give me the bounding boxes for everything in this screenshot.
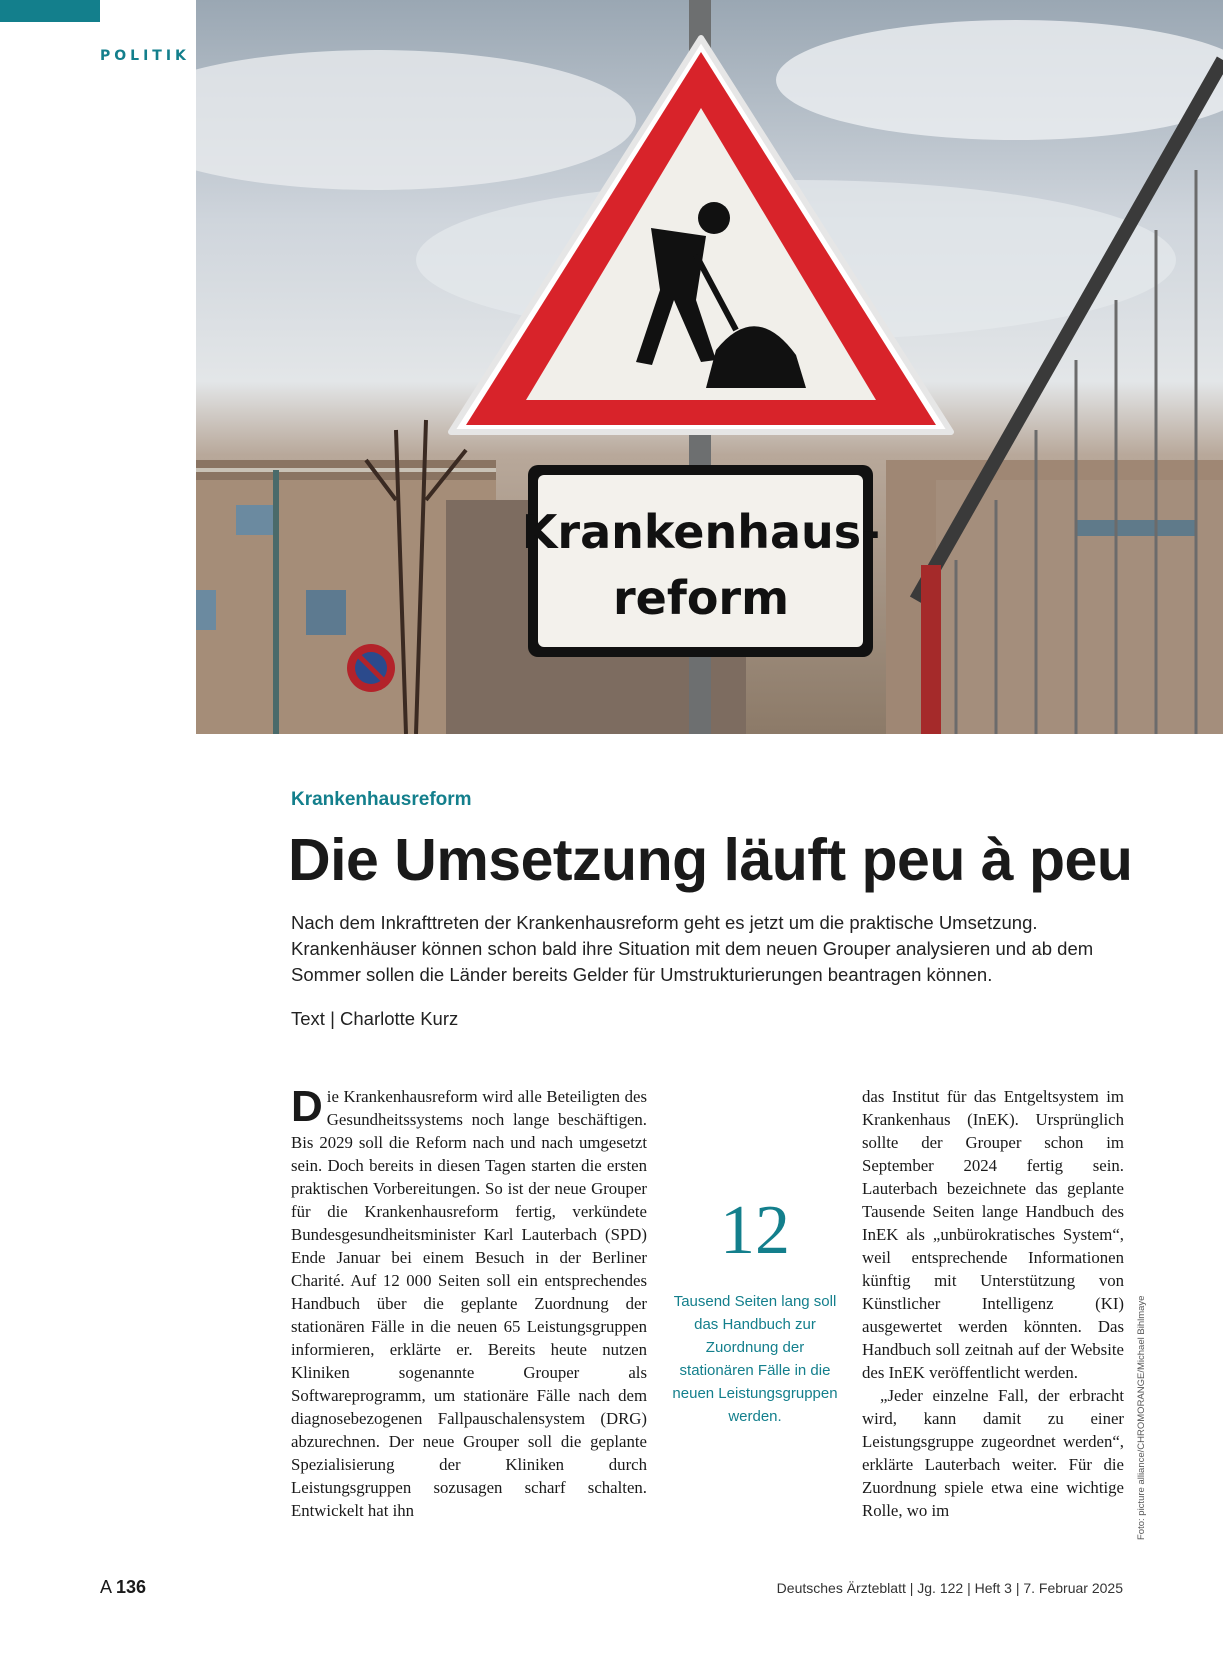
article-lead: Nach dem Inkrafttreten der Krankenhausreform geht es jetzt um die praktische Umsetzung. Krankenhäuser können schon bald ihre Situation mit dem neuen Grouper analysieren und ab dem Sommer sollen die Länder bereits Gelder für Umstrukturierungen beantragen können. [291,912,1094,985]
roadwork-sign-illustration [196,0,1223,734]
publication-info: Deutsches Ärzteblatt | Jg. 122 | Heft 3 | 7. Februar 2025 [776,1580,1123,1596]
article-kicker: Krankenhausreform [291,789,472,810]
article-column-right [862,1085,1124,1522]
page-number: 136 [116,1577,147,1597]
body-paragraph: das Institut für das Entgeltsystem im Krankenhaus (InEK). Ursprünglich sollte der Grouper schon im September 2024 fertig sein. Lauterbach bezeichnete das geplante Tausende Seiten lange Handbuch des InEK als „unbürokratisches System“, weil entsprechende Informationen künftig mit Unterstützung von Künstlicher Intelligenz (KI) ausgewertet werden könnten. Das Handbuch soll zeitnah auf der Website des InEK veröffentlicht werden. [862,1087,1124,1382]
body-paragraph: ie Krankenhausreform wird alle Beteiligten des Gesundheitssystems noch lange beschäftigen. Bis 2029 soll die Reform nach und nach umgesetzt sein. Doch bereits in diesen Tagen starten die ersten praktischen Vorbereitungen. So ist der neue Grouper für die Krankenhausreform fertig, verkündete Bundesgesundheitsminister Karl Lauterbach (SPD) Ende Januar bei einem Besuch in der Berliner Charité. Auf 12 000 Seiten soll ein entsprechendes Handbuch über die geplante Zuordnung der stationären Fälle in die neuen 65 Leistungsgruppen informieren, erklärte er. Bereits heute nutzen Kliniken sogenannte Grouper als Softwareprogramm, um stationäre Fälle nach dem diagnosebezogenen Fallpauschalensystem (DRG) abzurechnen. Der neue Grouper soll die geplante Spezialisierung der Kliniken durch Leistungsgruppen sozusagen scharf schalten. Entwickelt hat ihn [291,1087,647,1520]
article-headline: Die Umsetzung läuft peu à peu [288,827,1133,893]
section-label: POLITIK [100,48,190,64]
drop-cap: D [291,1082,323,1131]
photo-credit: Foto: picture alliance/CHROMORANGE/Michael Bihlmaye [1136,1295,1147,1540]
stat-caption: Tausend Seiten lang soll das Handbuch zur Zuordnung der stationären Fälle in die neuen Leistungsgruppen werden. [672,1293,838,1425]
folio-prefix: A [100,1577,112,1597]
article-column-left [291,1082,647,1522]
stat-number: 12 [720,1192,790,1269]
article-byline: Text | Charlotte Kurz [291,1008,459,1029]
section-color-tab [0,0,100,22]
sign-text-line1: Krankenhaus- [521,505,881,559]
sign-text-line2: reform [612,571,790,625]
hero-photo [196,0,1223,734]
page-folio [100,1577,146,1598]
body-paragraph: „Jeder einzelne Fall, der erbracht wird, kann damit zu einer Leistungsgruppe zugeordnet werden“, erklärte Lauterbach weiter. Für die Zuordnung spiele etwa eine wichtige Rolle, wo im [862,1386,1124,1520]
